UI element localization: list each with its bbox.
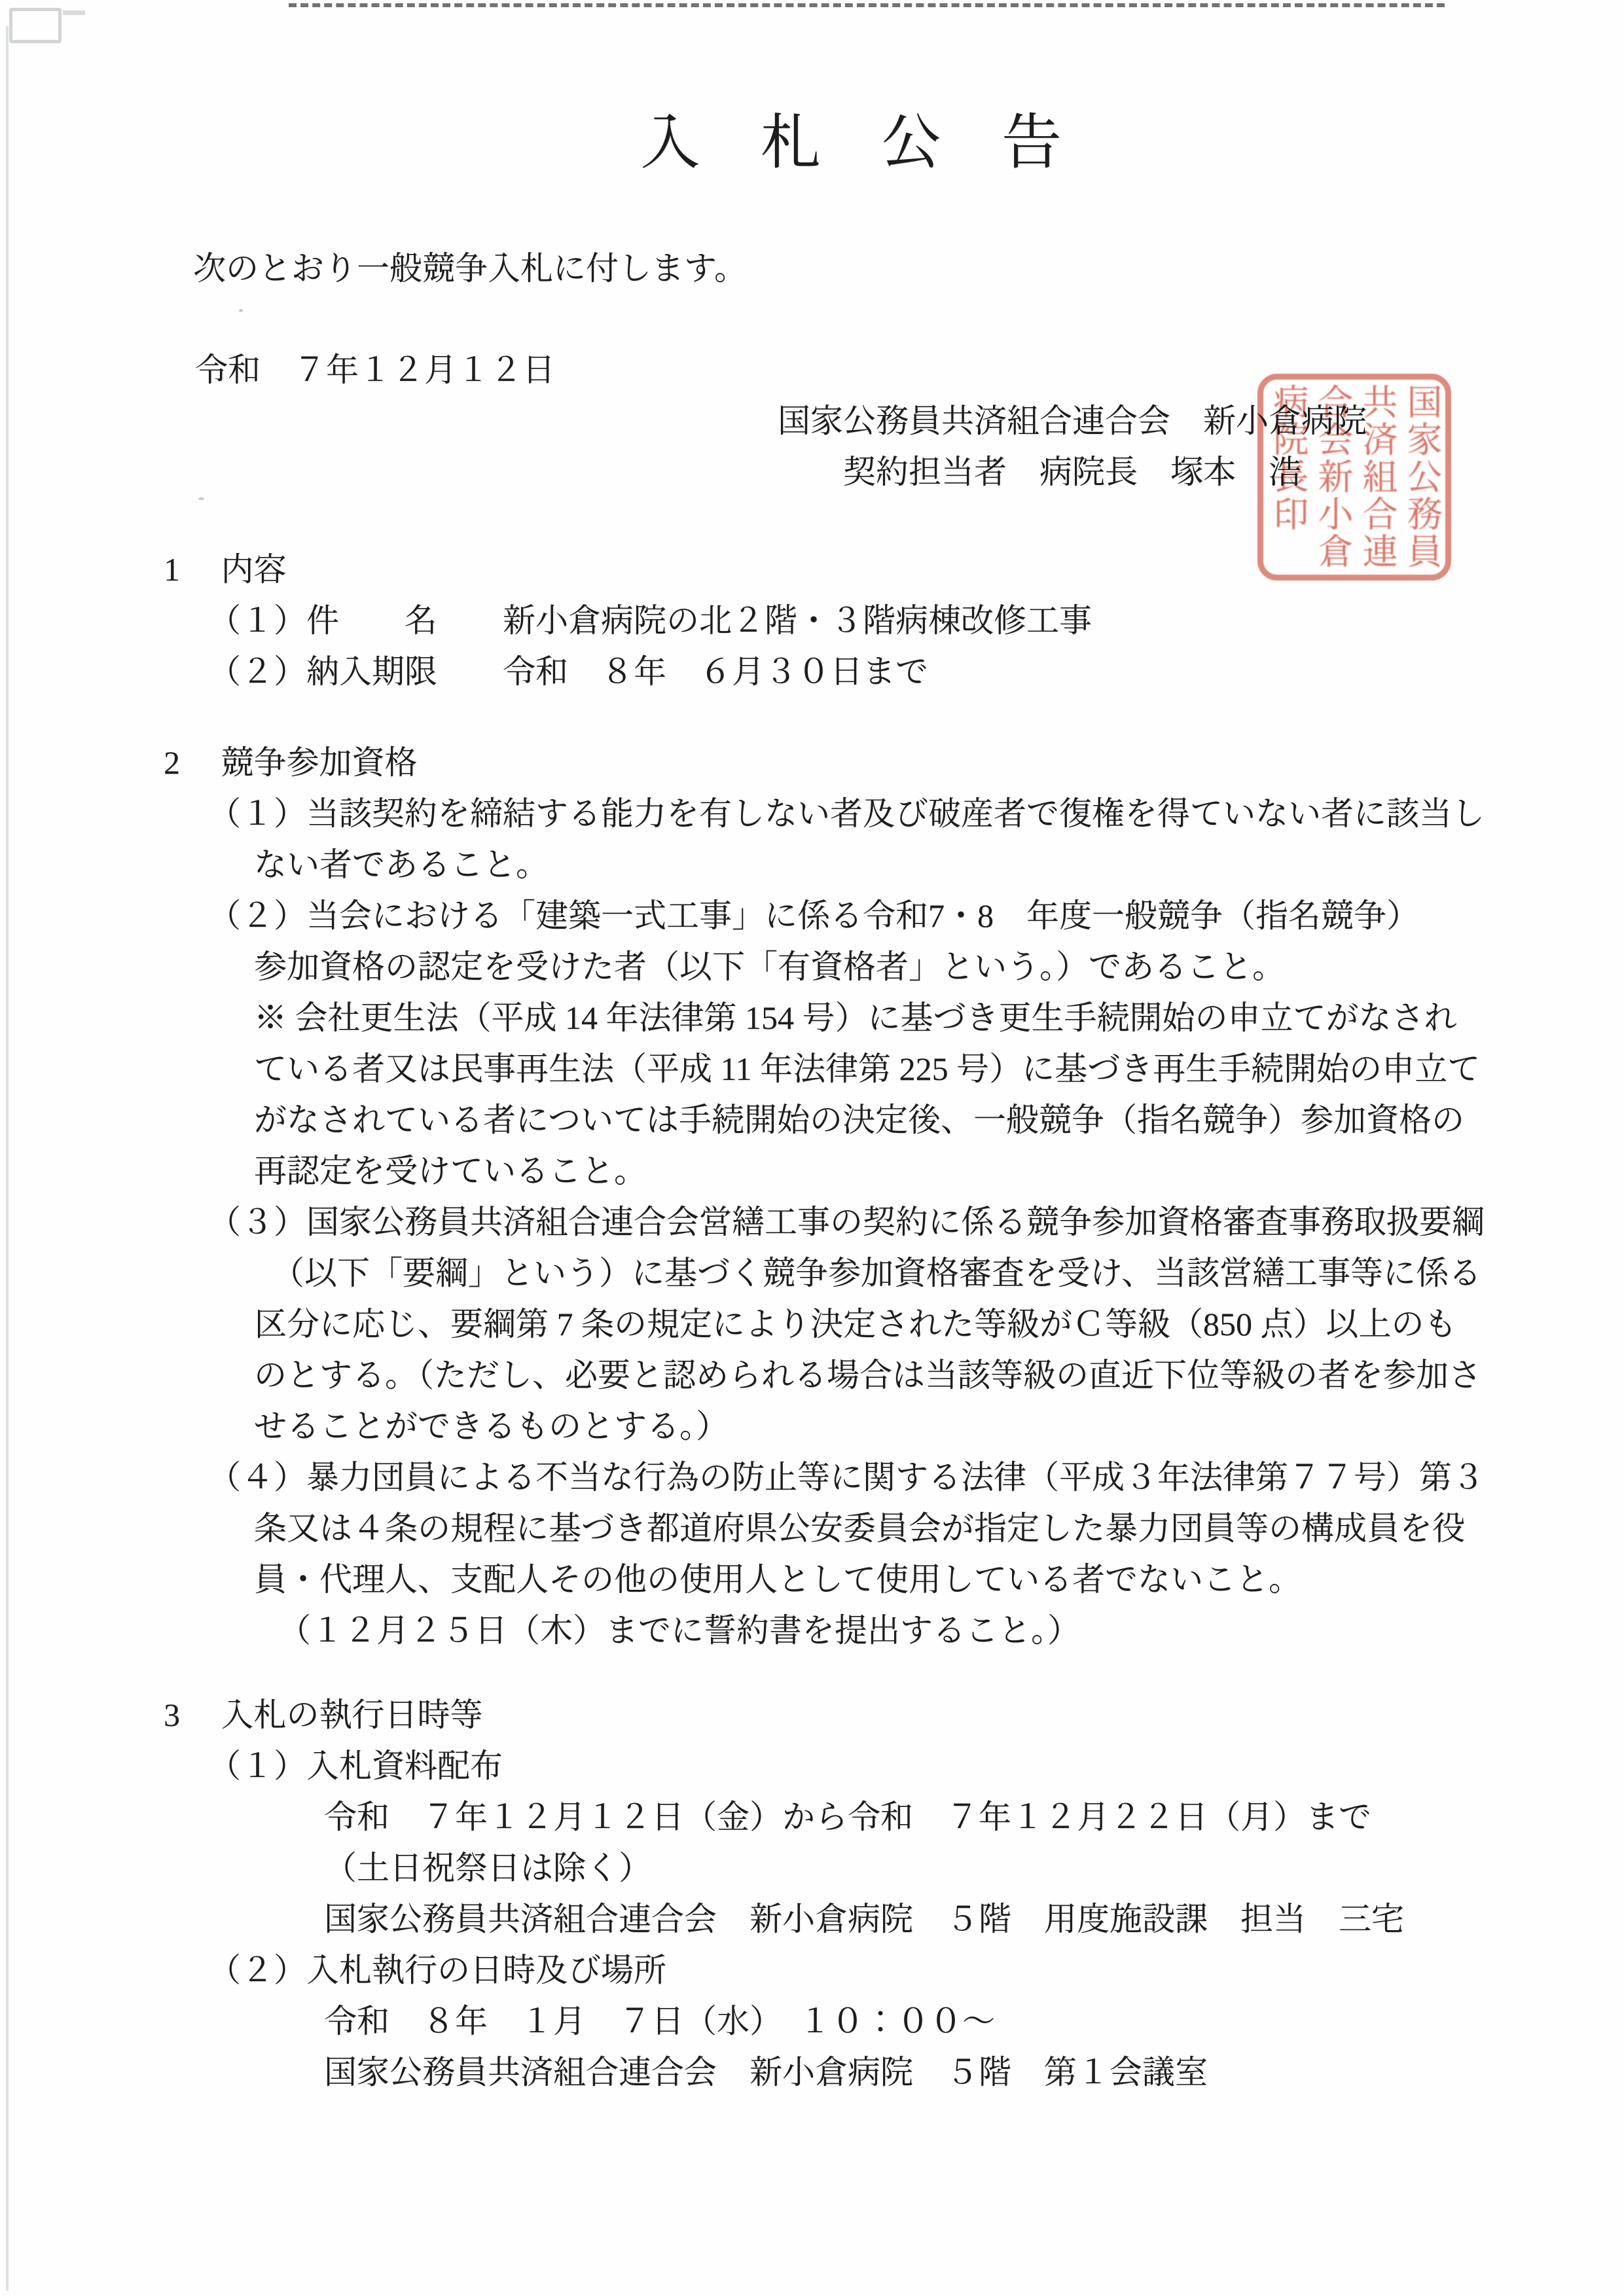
issuer-organization: 国家公務員共済組合連合会 新小倉病院 [778, 403, 1367, 439]
doc-line: 国家公務員共済組合連合会 新小倉病院 ５階 用度施設課 担当 三宅 [324, 1901, 1404, 1937]
page-title: 入 札 公 告 [640, 109, 1062, 176]
doc-line: （２）当会における「建築一式工事」に係る令和7・8 年度一般競争（指名競争） [208, 897, 1419, 934]
doc-line: （２）入札執行の日時及び場所 [208, 1952, 666, 1988]
doc-line: （１）入札資料配布 [208, 1748, 503, 1784]
scan-artifact-top-dashed-line [289, 3, 1445, 7]
scan-artifact-corner-mark [9, 8, 62, 43]
doc-line: のとする。（ただし、必要と認められる場合は当該等級の直近下位等級の者を参加さ [254, 1357, 1481, 1393]
section-heading: 1 内容 [164, 551, 287, 588]
doc-line: 条又は４条の規程に基づき都道府県公安委員会が指定した暴力団員等の構成員を役 [254, 1510, 1465, 1547]
section-bid-schedule [0, 1689, 1624, 2098]
doc-line: （４）暴力団員による不当な行為の防止等に関する法律（平成３年法律第７７号）第３ [208, 1459, 1485, 1496]
doc-line: 令和 ７年１２月１２日（金）から令和 ７年１２月２２日（月）まで [324, 1799, 1371, 1835]
doc-line: ※ 会社更生法（平成 14 年法律第 154 号）に基づき更生手続開始の申立てがなされ [254, 999, 1457, 1036]
doc-line: ない者であること。 [254, 846, 549, 883]
seal-text: 国家公務員共済組合連合会新小倉病院長印 [1269, 384, 1441, 570]
intro-line: 次のとおり一般競争入札に付します。 [193, 250, 747, 287]
issue-date: 令和 ７年１２月１２日 [195, 351, 555, 388]
doc-line: （３）国家公務員共済組合連合会営繕工事の契約に係る競争参加資格審査事務取扱要綱 [208, 1204, 1485, 1240]
doc-line: 区分に応じ、要綱第 7 条の規定により決定された等級がＣ等級（850 点）以上のも [254, 1306, 1457, 1342]
scan-speck [239, 309, 243, 312]
doc-line: 令和 ８年 １月 ７日（水） １０：００～ [324, 2003, 995, 2039]
section-heading: 3 入札の執行日時等 [164, 1696, 483, 1733]
scan-artifact-corner-tick [63, 10, 85, 15]
doc-line: （１２月２５日（木）までに誓約書を提出すること。） [278, 1612, 1080, 1649]
doc-line: がなされている者については手続開始の決定後、一般競争（指名競争）参加資格の [254, 1102, 1464, 1138]
doc-line: 国家公務員共済組合連合会 新小倉病院 ５階 第１会議室 [324, 2054, 1208, 2090]
issuer-signer: 契約担当者 病院長 塚本 浩 [843, 454, 1301, 490]
scan-speck [198, 497, 204, 500]
doc-line: （２）納入期限 令和 ８年 ６月３０日まで [208, 653, 928, 690]
doc-line: せることができるものとする。） [254, 1408, 729, 1444]
doc-line: 参加資格の認定を受けた者（以下「有資格者」という。）であること。 [254, 948, 1285, 985]
section-contents [0, 544, 1624, 697]
doc-line: 員・代理人、支配人その他の使用人として使用している者でないこと。 [254, 1561, 1301, 1598]
section-qualifications [0, 737, 1624, 1656]
section-heading: 2 競争参加資格 [164, 744, 418, 781]
doc-line: （１）件 名 新小倉病院の北２階・３階病棟改修工事 [208, 602, 1092, 639]
doc-line: （１）当該契約を締結する能力を有しない者及び破産者で復権を得ていない者に該当し [208, 795, 1485, 832]
doc-line: （以下「要綱」という）に基づく競争参加資格審査を受け、当該営繕工事等に係る [272, 1255, 1481, 1291]
doc-line: （土日祝祭日は除く） [324, 1850, 651, 1886]
doc-line: ている者又は民事再生法（平成 11 年法律第 225 号）に基づき再生手続開始の申立て [254, 1050, 1481, 1087]
doc-line: 再認定を受けていること。 [254, 1153, 647, 1189]
